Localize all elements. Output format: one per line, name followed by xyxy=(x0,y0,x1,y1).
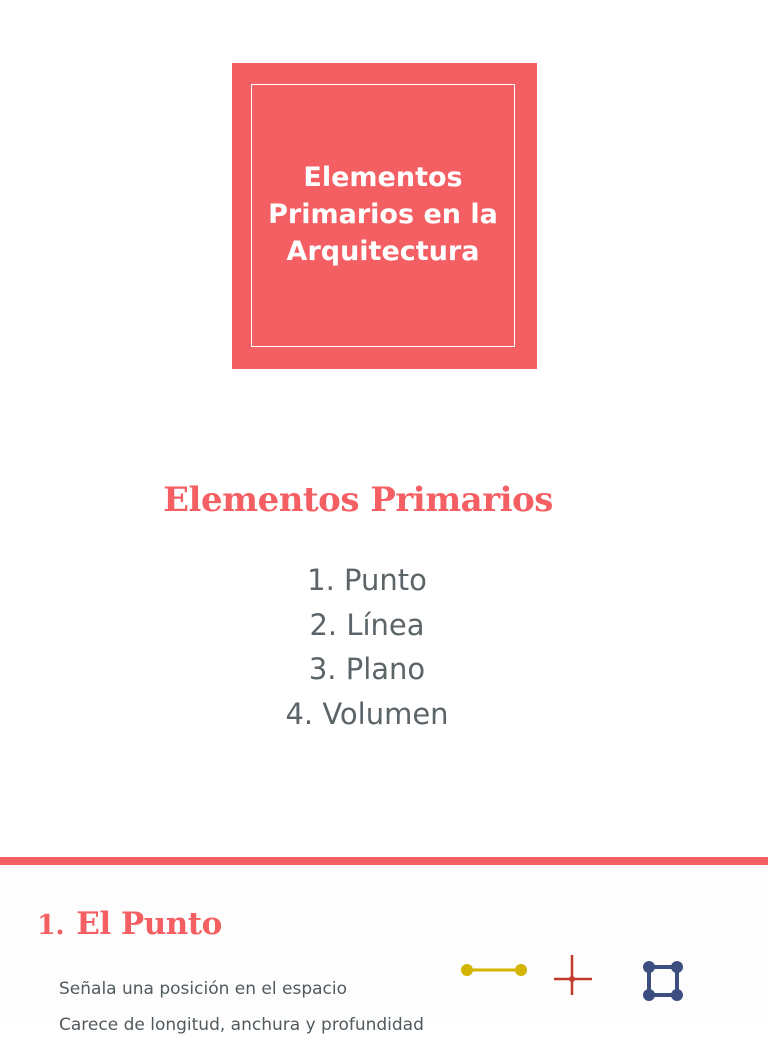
crossing-lines-icon xyxy=(554,955,592,995)
title-line: Arquitectura xyxy=(286,235,480,267)
line-with-dots-icon xyxy=(461,964,527,976)
list-item: 4. Volumen xyxy=(285,697,449,732)
list-item: 2. Línea xyxy=(309,607,425,642)
icons-strip xyxy=(455,955,711,1005)
title-line: Elementos xyxy=(303,161,463,193)
description-line: Señala una posición en el espacio xyxy=(59,979,347,999)
description-line: Carece de longitud, anchura y profundidad xyxy=(59,1015,424,1035)
square-with-dots-icon xyxy=(643,961,683,1001)
title-frame xyxy=(251,84,515,347)
elements-heading: Elementos Primarios xyxy=(163,480,553,520)
section-number: 1. xyxy=(37,910,65,941)
punto-slide xyxy=(0,865,768,1035)
list-item: 3. Plano xyxy=(308,652,426,687)
section-heading xyxy=(37,906,222,942)
slide-divider xyxy=(0,857,768,865)
elements-list-slide xyxy=(0,430,768,857)
list-item: 1. Punto xyxy=(307,563,427,597)
diagram-icons xyxy=(455,955,711,1005)
presentation-title xyxy=(263,159,503,270)
section-title: El Punto xyxy=(76,906,222,942)
title-line: Primarios en la xyxy=(268,198,498,230)
title-slide xyxy=(0,0,768,430)
title-card xyxy=(232,63,537,369)
elements-list xyxy=(0,558,734,737)
description-text xyxy=(59,971,424,1043)
